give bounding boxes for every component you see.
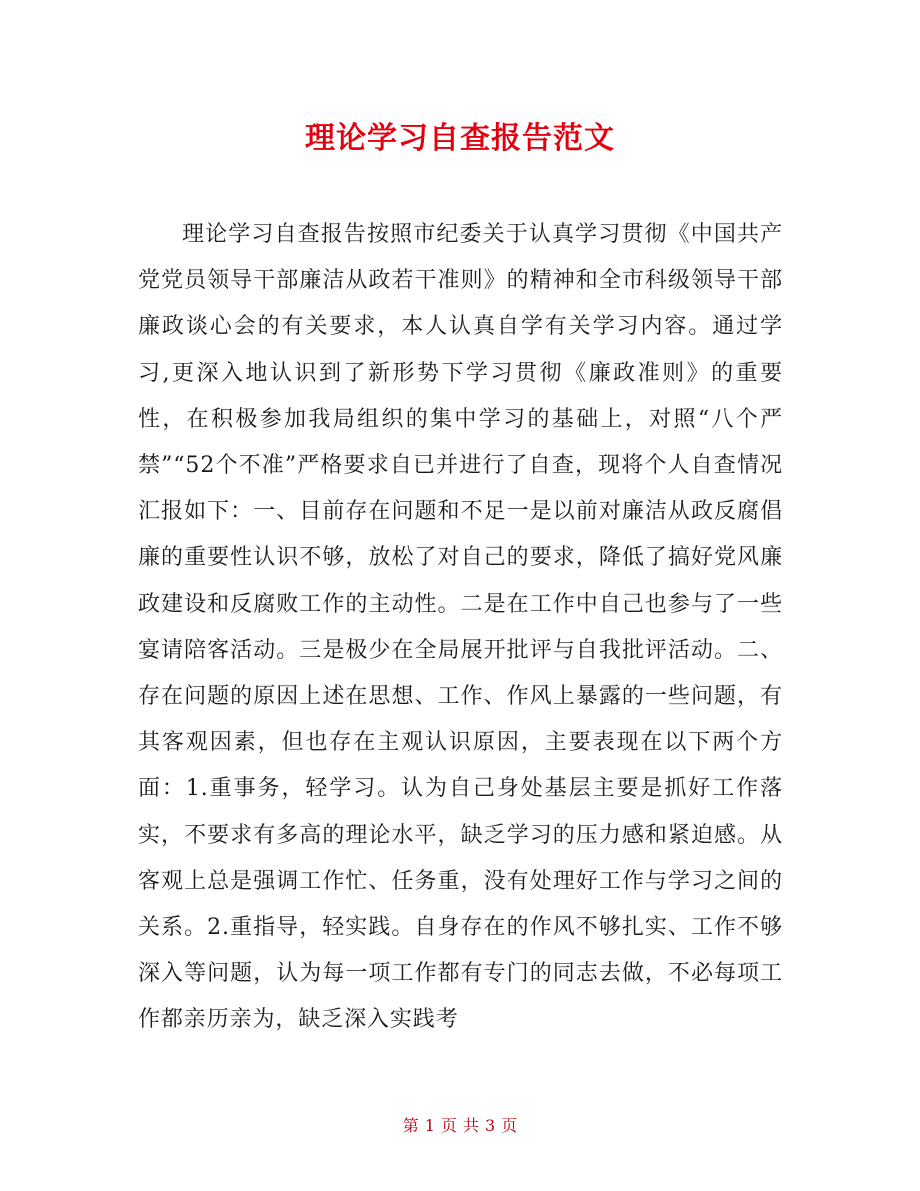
footer-total-prefix: 共 [463, 1116, 480, 1135]
footer-total-pages: 3 [485, 1116, 496, 1135]
page-footer [0, 1114, 920, 1138]
footer-prefix: 第 [402, 1116, 419, 1135]
document-body: 理论学习自查报告按照市纪委关于认真学习贯彻《中国共产党党员领导干部廉洁从政若干准则》的精神和全市科级领导干部廉政谈心会的有关要求，本人认真自学有关学习内容。通过学习,更深入地认识到了新形势下学习贯彻《廉政准则》的重要性，在积极参加我局组织的集中学习的基础上，对照“八个严禁”“52个不准”严格要求自已并进行了自查，现将个人自查情况汇报如下：一、目前存在问题和不足一是以前对廉洁从政反腐倡廉的重要性认识不够，放松了对自己的要求，降低了搞好党风廉政建设和反腐败工作的主动性。二是在工作中自己也参与了一些宴请陪客活动。三是极少在全局展开批评与自我批评活动。二、存在问题的原因上述在思想、工作、作风上暴露的一些问题，有其客观因素，但也存在主观认识原因，主要表现在以下两个方面：1.重事务，轻学习。认为自己身处基层主要是抓好工作落实，不要求有多高的理论水平，缺乏学习的压力感和紧迫感。从客观上总是强调工作忙、任务重，没有处理好工作与学习之间的关系。2.重指导，轻实践。自身存在的作风不够扎实、工作不够深入等问题，认为每一项工作都有专门的同志去做，不必每项工作都亲历亲为，缺乏深入实践考 [138, 222, 783, 1033]
footer-total-label: 页 [501, 1116, 518, 1135]
document-title: 理论学习自查报告范文 [305, 121, 615, 156]
footer-page-label: 页 [440, 1116, 457, 1135]
footer-current-page: 1 [424, 1116, 435, 1135]
